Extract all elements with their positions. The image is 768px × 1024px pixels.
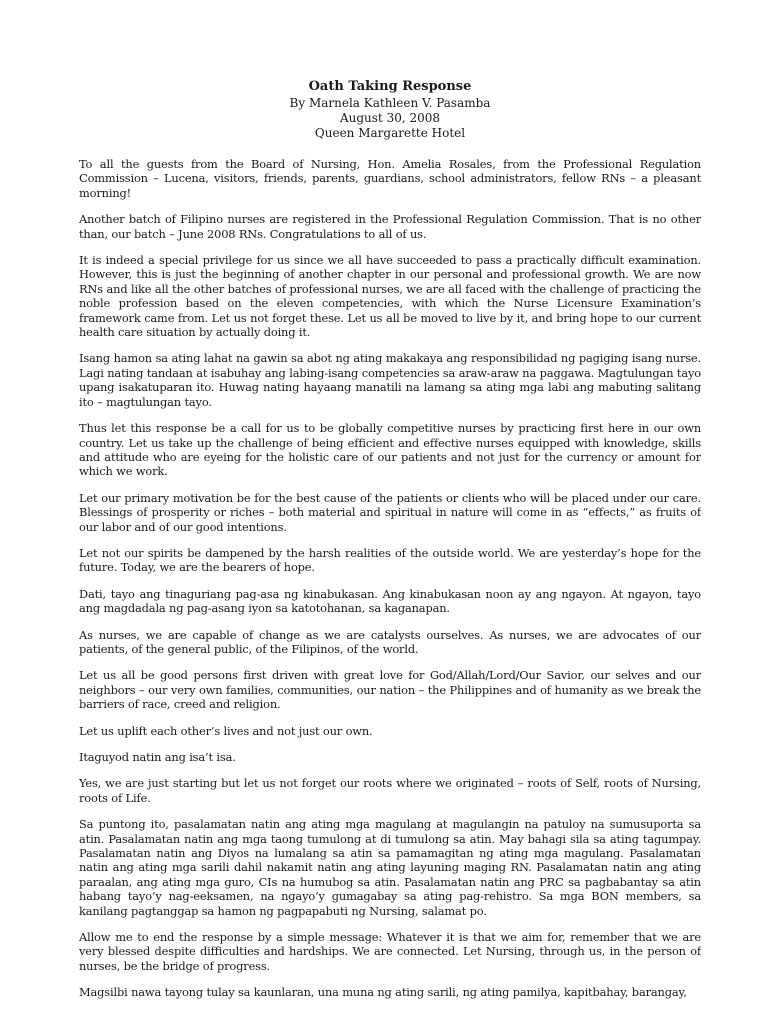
paragraph-uplift: Let us uplift each other’s lives and not just our own. <box>79 723 373 738</box>
paragraph-call: Thus let this response be a call for us to be globally competitive nurses by practicing first here in our own country. Let us take up the challenge of being efficient and effective nurses equipped with knowledge, skills and attitude who are eyeing for the holistic care of our patients and not just for the currency or amount for which we work. <box>79 421 701 479</box>
document-date: August 30, 2008 <box>339 111 441 125</box>
document-title: Oath Taking Response <box>308 79 472 94</box>
paragraph-batch: Another batch of Filipino nurses are registered in the Professional Regulation Commission. That is no other than, our batch – June 2008 RNs. Congratulations to all of us. <box>79 212 701 241</box>
document-heading <box>79 78 701 141</box>
document-page <box>79 78 701 1024</box>
paragraph-hope: Let not our spirits be dampened by the harsh realities of the outside world. We are yesterday’s hope for the future. Today, we are the bearers of hope. <box>79 545 701 575</box>
paragraph-magsilbi: Magsilbi nawa tayong tulay sa kaunlaran, una muna ng ating sarili, ng ating pamilya, kapitbahay, barangay, <box>79 985 687 1000</box>
paragraph-catalysts: As nurses, we are capable of change as we are catalysts ourselves. As nurses, we are advocates of our patients, of the general public, of the Filipinos, of the world. <box>79 627 701 656</box>
paragraph-hamon: Isang hamon sa ating lahat na gawin sa abot ng ating makakaya ang responsibilidad ng pagiging isang nurse. Lagi nating tandaan at isabuhay ang labing-isang competencies sa araw-araw na paggawa. Magtulungan tayo upang isakatuparan ito. Huwag nating hayaang manatili na lamang sa ating mga labi ang mabuting salitang ito – magtulungan tayo. <box>79 351 701 409</box>
paragraph-closing-message: Allow me to end the response by a simple message: Whatever it is that we aim for, remember that we are very blessed despite difficulties and hardships. We are connected. Let Nursing, through us, in the person of nurses, be the bridge of progress. <box>79 930 701 973</box>
paragraph-roots: Yes, we are just starting but let us not forget our roots where we originated – roots of Self, roots of Nursing, roots of Life. <box>79 776 701 805</box>
document-venue: Queen Margarette Hotel <box>314 126 466 140</box>
document-author: By Marnela Kathleen V. Pasamba <box>289 96 491 110</box>
paragraph-motivation: Let our primary motivation be for the best cause of the patients or clients who will be placed under our care. Blessings of prosperity or riches – both material and spiritual in nature will come in as “effects,” as fruits of our labor and of our good intentions. <box>79 490 701 534</box>
paragraph-itaguyod: Itaguyod natin ang isa’t isa. <box>79 750 236 764</box>
paragraph-privilege: It is indeed a special privilege for us since we all have succeeded to pass a practically difficult examination. However, this is just the beginning of another chapter in our personal and professional growth. We are now RNs and like all the other batches of professional nurses, we are all faced with the challenge of practicing the noble profession based on the eleven competencies, with which the Nurse Licensure Examination’s framework came from. Let us not forget these. Let us all be moved to live by it, and bring hope to our current health care situation by actually doing it. <box>79 253 701 340</box>
paragraph-greeting: To all the guests from the Board of Nursing, Hon. Amelia Rosales, from the Professional Regulation Commission – Lucena, visitors, friends, parents, guardians, school administrators, fellow RNs – a pleasant morning! <box>79 157 701 200</box>
document-body <box>79 157 701 1000</box>
paragraph-dati: Dati, tayo ang tinaguriang pag-asa ng kinabukasan. Ang kinabukasan noon ay ang ngayon. At ngayon, tayo ang magdadala ng pag-asang iyon sa katotohanan, sa kaganapan. <box>79 586 701 616</box>
paragraph-good-persons: Let us all be good persons first driven with great love for God/Allah/Lord/Our Savior, our selves and our neighbors – our very own families, communities, our nation – the Philippines and of humanity as we break the barriers of race, creed and religion. <box>79 668 701 712</box>
paragraph-pasalamatan: Sa puntong ito, pasalamatan natin ang ating mga magulang at magulangin na patuloy na sumusuporta sa atin. Pasalamatan natin ang mga taong tumulong at di tumulong sa atin. May bahagi sila sa ating tagumpay. Pasalamatan natin ang Diyos na lumalang sa atin sa pamamagitan ng ating mga magulang. Pasalamatan natin ang ating mga sarili dahil nakamit natin ang ating layuning maging RN. Pasalamatan natin ang ating paraalan, ang ating mga guro, CIs na humubog sa atin. Pasalamatan natin ang PRC sa pagbabantay sa atin habang tayo’y nag-eeksamen, na ngayo’y gumagabay sa ating pag-rehistro. Sa mga BON members, sa kanilang pagtanggap sa hamon ng pagpapabuti ng Nursing, salamat po. <box>79 817 701 918</box>
